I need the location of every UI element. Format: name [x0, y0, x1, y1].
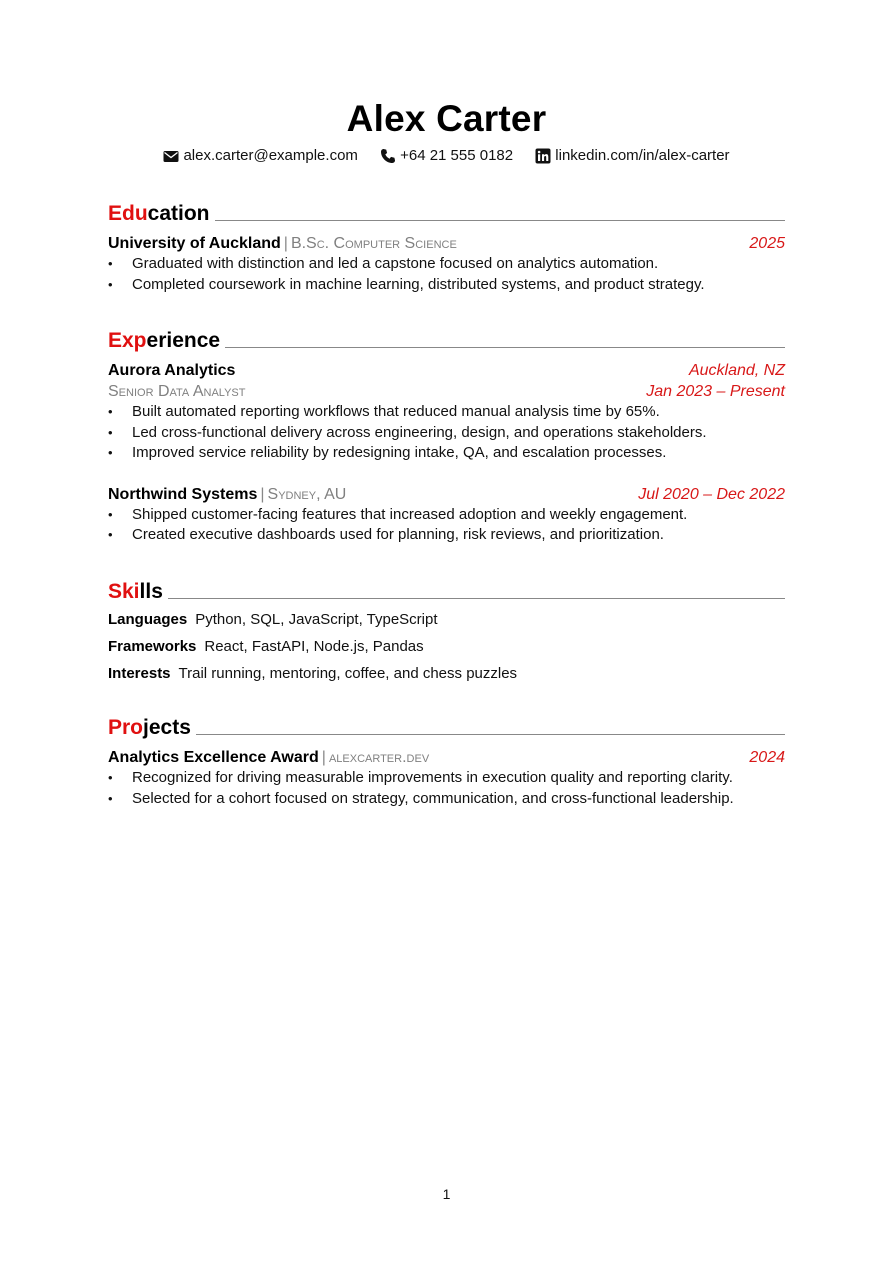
contact-linkedin-text: linkedin.com/in/alex-carter [555, 147, 730, 164]
contact-email[interactable] [163, 147, 357, 164]
entry-bullets [108, 505, 785, 546]
section-rule [225, 347, 785, 348]
experience-heading [108, 325, 785, 353]
skill-value: React, FastAPI, Node.js, Pandas [204, 638, 424, 655]
entry-org: Analytics Excellence Award [108, 749, 319, 766]
section-title-rest: cation [147, 202, 210, 225]
entry-bullets [108, 254, 785, 295]
contact-bar [108, 147, 785, 168]
skills-list [108, 610, 785, 684]
section-title [108, 202, 210, 226]
list-item: • Selected for a cohort focused on strategy, communication, and cross-functional leadership. [108, 789, 785, 810]
section-rule [196, 734, 785, 735]
list-item: • Improved service reliability by redesigning intake, QA, and escalation processes. [108, 443, 785, 464]
section-title-accent: Pro [108, 716, 144, 739]
contact-email-text: alex.carter@example.com [183, 147, 358, 164]
entry-header [108, 360, 785, 381]
project-entry [108, 747, 785, 809]
section-title [108, 329, 220, 353]
entry-separator: | [283, 235, 288, 252]
entry-link[interactable]: alexcarter.dev [328, 749, 430, 766]
entry-org: University of Auckland [108, 235, 281, 252]
entry-title-group [108, 484, 346, 505]
list-item: • Led cross-functional delivery across engineering, design, and operations stakeholders. [108, 423, 785, 444]
section-title-rest: lls [139, 580, 163, 603]
entry-date: 2024 [749, 749, 785, 766]
section-title-rest: erience [146, 329, 221, 352]
entry-date: 2025 [749, 235, 785, 252]
section-title-accent: Edu [108, 202, 148, 225]
entry-location: Auckland, NZ [688, 362, 785, 379]
envelope-icon [163, 148, 179, 164]
entry-location: Sydney, AU [267, 485, 347, 503]
entry-org: Northwind Systems [108, 485, 258, 503]
section-title-rest: jects [143, 716, 191, 739]
entry-dates: Jan 2023 – Present [646, 383, 785, 400]
entry-role: Senior Data Analyst [108, 383, 246, 400]
entry-header [108, 233, 785, 254]
projects-heading [108, 712, 785, 740]
page-number: 1 [442, 1186, 451, 1202]
section-title [108, 580, 163, 604]
education-heading [108, 198, 785, 226]
list-item: • Recognized for driving measurable improvements in execution quality and reporting clarity. [108, 768, 785, 789]
entry-title-group [108, 747, 429, 768]
linkedin-icon [535, 148, 551, 164]
list-item: • Built automated reporting workflows that reduced manual analysis time by 65%. [108, 402, 785, 423]
entry-separator: | [321, 749, 326, 766]
entry-separator: | [260, 485, 265, 503]
section-rule [215, 220, 785, 221]
entry-header [108, 484, 785, 505]
entry-bullets [108, 402, 785, 464]
section-title [108, 716, 191, 740]
skill-label: Interests [108, 665, 171, 682]
projects-section [108, 712, 785, 809]
experience-entry [108, 484, 785, 546]
skill-label: Languages [108, 611, 188, 628]
section-title-accent: Ski [108, 580, 140, 603]
resume-name: Alex Carter [346, 98, 547, 139]
phone-icon [380, 148, 396, 164]
entry-title-group [108, 233, 457, 254]
skill-value: Trail running, mentoring, coffee, and chess puzzles [178, 665, 518, 682]
entry-subtitle: B.Sc. Computer Science [290, 235, 457, 252]
experience-section [108, 325, 785, 546]
contact-phone-text: +64 21 555 0182 [400, 147, 514, 164]
section-title-accent: Exp [108, 329, 147, 352]
section-rule [168, 598, 785, 599]
skills-heading [108, 576, 785, 604]
skill-row [108, 664, 785, 684]
list-item: • Created executive dashboards used for planning, risk reviews, and prioritization. [108, 525, 785, 546]
education-section [108, 198, 785, 295]
education-entry [108, 233, 785, 295]
entry-bullets [108, 768, 785, 809]
list-item: • Shipped customer-facing features that increased adoption and weekly engagement. [108, 505, 785, 526]
list-item: • Completed coursework in machine learning, distributed systems, and product strategy. [108, 275, 785, 296]
entry-org: Aurora Analytics [108, 362, 236, 379]
skill-row [108, 610, 785, 630]
skill-value: Python, SQL, JavaScript, TypeScript [195, 611, 438, 628]
skill-label: Frameworks [108, 638, 197, 655]
skills-section [108, 576, 785, 691]
entry-dates: Jul 2020 – Dec 2022 [638, 485, 785, 503]
entry-header [108, 747, 785, 768]
experience-entry [108, 360, 785, 464]
entry-subheader [108, 381, 785, 402]
contact-phone[interactable] [380, 147, 513, 164]
contact-linkedin[interactable] [535, 147, 729, 164]
skill-row [108, 637, 785, 657]
list-item: • Graduated with distinction and led a capstone focused on analytics automation. [108, 254, 785, 275]
